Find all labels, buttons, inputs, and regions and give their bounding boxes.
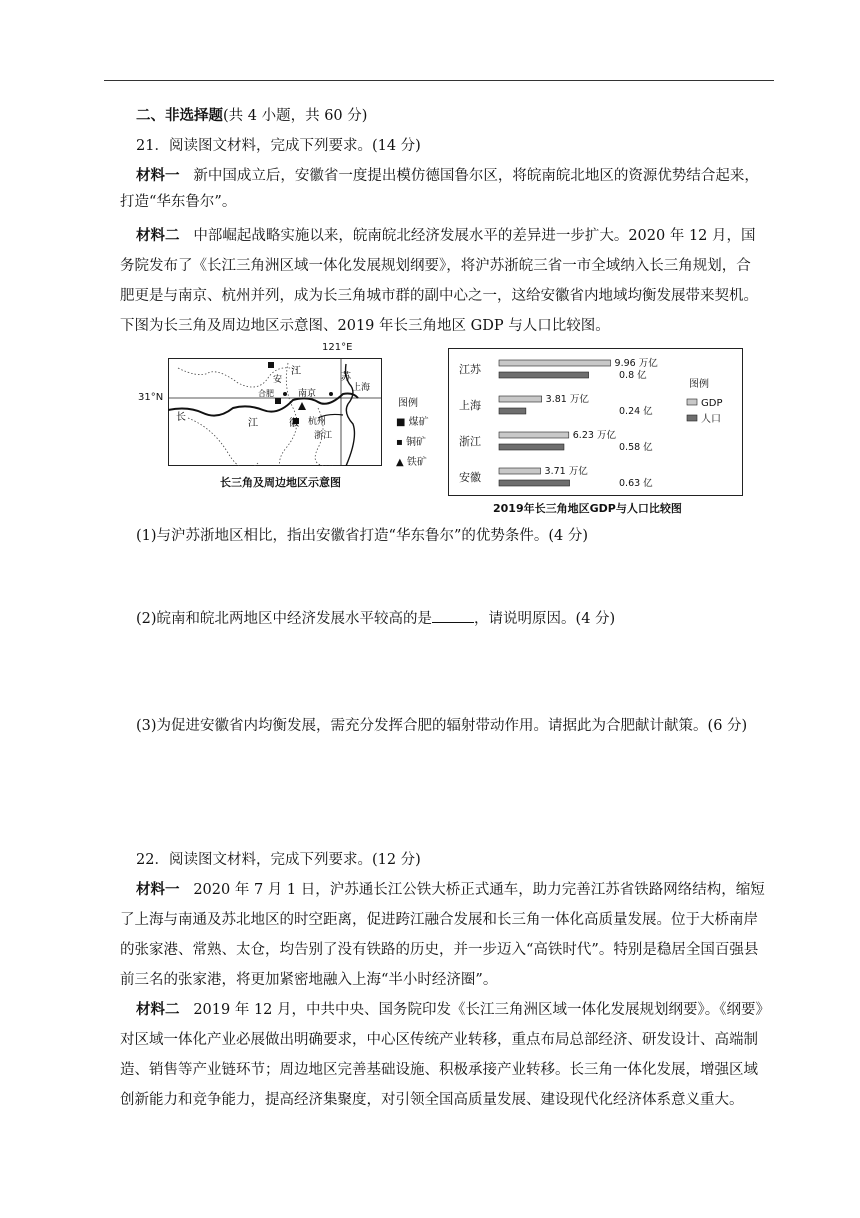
category-label: 江苏 xyxy=(459,363,481,376)
gdp-bar xyxy=(499,432,569,438)
label-an: 安 xyxy=(273,375,283,385)
label-nanjing: 南京 xyxy=(298,389,317,399)
chart-caption: 2019年长三角地区GDP与人口比较图 xyxy=(493,502,682,515)
chart-canvas xyxy=(449,349,742,495)
iron-mine-icon: ▲ xyxy=(396,457,404,468)
population-bar xyxy=(499,372,589,378)
header-rule xyxy=(104,80,774,81)
label-zhejiang: 浙江 xyxy=(314,431,333,441)
data-label: 0.58 亿 xyxy=(619,442,653,453)
latitude-label: 31°N xyxy=(138,392,164,403)
category-label: 浙江 xyxy=(459,435,481,448)
material-text: 中部崛起战略实施以来，皖南皖北经济发展水平的差异进一步扩大。2020 年 12 月，国 xyxy=(193,228,756,244)
material-text: 2020 年 7 月 1 日，沪苏通长江公铁大桥正式通车，助力完善江苏省铁路网络结构，缩短 xyxy=(193,882,765,898)
question-text: ，请说明原因。(4 分) xyxy=(474,611,616,627)
data-label: 3.71 万亿 xyxy=(544,466,588,477)
q22-material2-line1 xyxy=(136,1000,776,1020)
data-label: 0.63 亿 xyxy=(619,478,653,489)
label-hefei: 合肥 xyxy=(258,389,274,398)
population-bar xyxy=(499,408,526,414)
legend-label: 铁矿 xyxy=(406,457,427,468)
gdp-bar xyxy=(499,396,542,402)
legend-swatch xyxy=(687,415,697,421)
chart-legend-title: 图例 xyxy=(689,379,709,390)
legend-label: 煤矿 xyxy=(408,417,429,428)
q21-material2-line3: 肥更是与南京、杭州并列，成为长三角城市群的副中心之一，这给安徽省内地域均衡发展带来契机。 xyxy=(120,288,758,304)
q21-stem: 21．阅读图文材料，完成下列要求。(14 分) xyxy=(136,138,421,154)
q22-stem: 22．阅读图文材料，完成下列要求。(12 分) xyxy=(136,852,421,868)
label-jiang: 江 xyxy=(248,418,258,429)
material-label: 材料二 xyxy=(136,227,180,244)
map-legend-iron xyxy=(396,453,427,468)
q21-material2-line4: 下图为长三角及周边地区示意图、2019 年长三角地区 GDP 与人口比较图。 xyxy=(120,318,610,334)
label-chang: 长 xyxy=(176,412,186,423)
legend-label: GDP xyxy=(701,398,723,409)
q21-material2-line2: 务院发布了《长江三角洲区域一体化发展规划纲要》，将沪苏浙皖三省一市全域纳入长三角规划，合 xyxy=(120,258,751,274)
label-shanghai: 上海 xyxy=(352,383,371,393)
q21-material1-line1 xyxy=(136,166,776,186)
legend-label: 铜矿 xyxy=(405,437,426,448)
longitude-label: 121°E xyxy=(322,342,353,353)
map-legend-copper xyxy=(396,433,426,448)
q21-material1-line2: 打造“华东鲁尔”。 xyxy=(120,194,237,210)
section-title: 二、非选择题 xyxy=(136,107,223,124)
data-label: 0.24 亿 xyxy=(619,406,653,417)
population-bar xyxy=(499,444,564,450)
material-text: 新中国成立后，安徽省一度提出模仿德国鲁尔区，将皖南皖北地区的资源优势结合起来， xyxy=(193,168,759,184)
legend-swatch xyxy=(687,399,697,405)
label-jiangsu: 江 xyxy=(291,366,301,377)
section-heading xyxy=(136,106,776,126)
q22-material2-line4: 创新能力和竞争能力，提高经济集聚度，对引领全国高质量发展、建设现代化经济体系意义重大。 xyxy=(120,1092,744,1108)
q21-subquestion-2 xyxy=(136,608,776,629)
data-label: 0.8 亿 xyxy=(619,370,647,381)
coal-mine-icon: ■ xyxy=(396,417,406,428)
map-legend-coal xyxy=(396,413,429,428)
q22-material1-line3: 的张家港、常熟、太仓，均告别了没有铁路的历史，并一步迈入“高铁时代”。特别是稳居全国百强县 xyxy=(120,942,759,958)
q22-material1-line2: 了上海与南通及苏北地区的时空距离，促进跨江融合发展和长三角一体化高质量发展。位于大桥南岸 xyxy=(120,912,758,928)
data-label: 9.96 万亿 xyxy=(614,358,658,369)
material-label: 材料一 xyxy=(136,881,180,898)
question-text: (2)皖南和皖北两地区中经济发展水平较高的是 xyxy=(136,611,433,627)
material-text: 2019 年 12 月，中共中央、国务院印发《长江三角洲区域一体化发展规划纲要》。《纲要》 xyxy=(193,1002,771,1018)
gdp-bar xyxy=(499,468,541,474)
q21-subquestion-1: (1)与沪苏浙地区相比，指出安徽省打造“华东鲁尔”的优势条件。(4 分) xyxy=(136,528,589,544)
yangtze-delta-map xyxy=(168,358,382,466)
q21-subquestion-3: (3)为促进安徽省内均衡发展，需充分发挥合肥的辐射带动作用。请据此为合肥献计献策。(6 分) xyxy=(136,718,748,734)
label-hangzhou: 杭州 xyxy=(308,417,327,427)
map-legend-title: 图例 xyxy=(398,398,418,409)
answer-blank[interactable] xyxy=(432,608,474,623)
q22-material2-line3: 造、销售等产业链环节；周边地区完善基础设施、积极承接产业转移。长三角一体化发展，增强区域 xyxy=(120,1062,758,1078)
material-label: 材料二 xyxy=(136,1001,180,1018)
population-bar xyxy=(499,480,570,486)
material-label: 材料一 xyxy=(136,167,180,184)
copper-mine-icon: ▪ xyxy=(396,437,403,448)
category-label: 上海 xyxy=(459,399,481,412)
hefei-city-dot xyxy=(283,392,287,396)
q22-material2-line2: 对区域一体化产业必展做出明确要求，中心区传统产业转移，重点布局总部经济、研发设计、高端制 xyxy=(120,1032,758,1048)
map-caption: 长三角及周边地区示意图 xyxy=(220,476,341,489)
coal-mine-icon xyxy=(275,398,281,404)
legend-label: 人口 xyxy=(701,414,721,425)
section-note: (共 4 小题，共 60 分) xyxy=(223,108,368,124)
q21-material2-line1 xyxy=(136,226,776,246)
data-label: 3.81 万亿 xyxy=(545,394,589,405)
gdp-bar xyxy=(499,360,611,366)
data-label: 6.23 万亿 xyxy=(572,430,616,441)
label-su: 苏 xyxy=(341,372,351,383)
q22-material1-line1 xyxy=(136,880,776,900)
coal-mine-icon xyxy=(268,362,274,368)
category-label: 安徽 xyxy=(459,471,481,484)
gdp-population-chart xyxy=(448,348,743,496)
label-hui: 徽 xyxy=(289,418,299,429)
q22-material1-line4: 前三名的张家港，将更加紧密地融入上海“半小时经济圈”。 xyxy=(120,972,498,988)
shanghai-city-dot xyxy=(329,392,333,396)
